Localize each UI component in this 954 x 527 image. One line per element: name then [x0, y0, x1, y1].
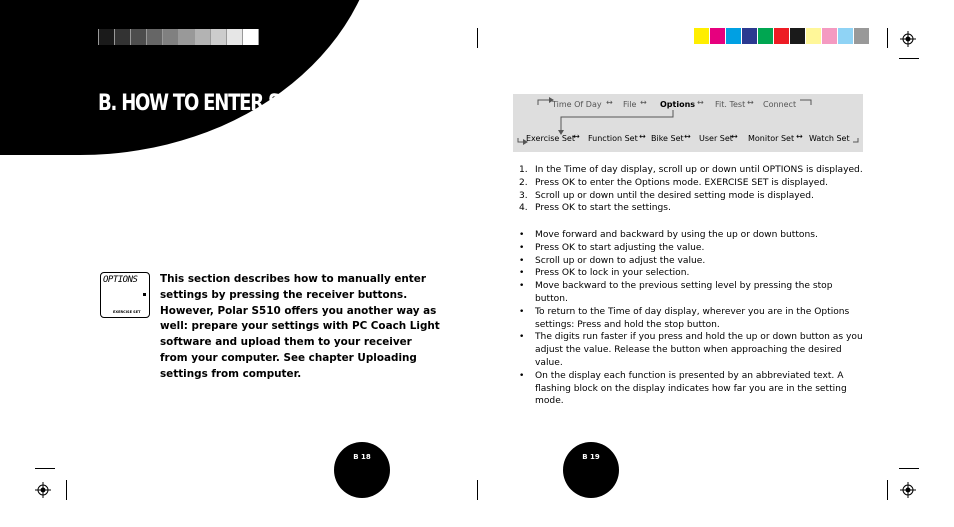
crop-mark [887, 28, 888, 48]
menu-item-function-set: Function Set [588, 134, 638, 143]
list-item: 2. Press OK to enter the Options mode. EXERCISE SET is displayed. [519, 177, 829, 188]
list-item: • The digits run faster if you press and hold the up or down button as you adjust the value. Release the button when approaching the desired value. [519, 332, 863, 368]
page-number-right: B 19 [563, 442, 619, 498]
gray-swatch [163, 29, 179, 45]
color-swatch [774, 28, 789, 44]
crop-mark [66, 28, 67, 48]
gray-swatch [243, 29, 259, 45]
crop-mark [35, 58, 55, 59]
progress-block-icon [143, 293, 146, 308]
menu-item-exercise-set: Exercise Set [526, 134, 575, 143]
gray-swatch [179, 29, 195, 45]
menu-item-connect: Connect [763, 100, 797, 109]
list-item: • Scroll up or down to adjust the value. [519, 255, 706, 266]
gray-swatch [195, 29, 211, 45]
color-swatch [694, 28, 709, 44]
registration-mark-icon [900, 31, 916, 47]
gray-swatch [147, 29, 163, 45]
crop-mark [477, 28, 478, 48]
grayscale-bar [82, 28, 260, 46]
list-item: • Move backward to the previous setting level by pressing the stop button. [519, 281, 833, 304]
page-number-left: B 18 [334, 442, 390, 498]
crop-mark [477, 480, 478, 500]
list-item: • Press OK to lock in your selection. [519, 268, 690, 279]
color-swatch [806, 28, 821, 44]
crop-mark [899, 468, 919, 469]
color-swatch [822, 28, 837, 44]
menu-item-time-of-day: Time Of Day [552, 100, 602, 109]
registration-mark-icon [35, 482, 51, 498]
list-item: 1. In the Time of day display, scroll up or down until OPTIONS is displayed. [519, 165, 863, 175]
list-item: • To return to the Time of day display, wherever you are in the Options settings: Press and hold the stop button. [519, 306, 850, 330]
menu-item-bike-set: Bike Set [651, 134, 684, 143]
color-swatch [838, 28, 853, 44]
crop-mark [887, 480, 888, 500]
menu-item-options: Options [660, 100, 696, 109]
intro-paragraph: This section describes how to manually enter settings by pressing the receiver buttons. However, Polar S510 offers you another way as well: prepare your settings with PC Coach Light software and upload them to your receiver from your computer. See chapter Uploading settings from computer. [160, 273, 440, 380]
gray-swatch [83, 29, 99, 45]
steps-list [519, 164, 864, 215]
menu-item-file: File [623, 100, 637, 109]
menu-item-fit-test: Fit. Test [715, 100, 746, 109]
menu-item-watch-set: Watch Set [809, 134, 850, 143]
gray-swatch [131, 29, 147, 45]
registration-mark-icon [35, 31, 51, 47]
watch-display [100, 272, 150, 318]
list-item: 4. Press OK to start the settings. [519, 203, 671, 214]
crop-mark [899, 58, 919, 59]
crop-mark [66, 480, 67, 500]
tips-list [519, 229, 864, 408]
gray-swatch [99, 29, 115, 45]
menu-item-monitor-set: Monitor Set [748, 134, 795, 143]
list-item: 3. Scroll up or down until the desired setting mode is displayed. [519, 190, 814, 201]
gray-swatch [115, 29, 131, 45]
color-swatch [710, 28, 725, 44]
color-swatch [726, 28, 741, 44]
list-item: • Press OK to start adjusting the value. [519, 242, 705, 253]
title-background [0, 0, 380, 155]
menu-diagram: Time Of Day ↔ File ↔ Options ↔ Fit. Test ↔ Connect Exercise Set ↔ Function Set ↔ Bike Set ↔ User Set ↔ Monitor Set ↔ Watch Set [513, 94, 863, 152]
watch-display-subtext: EXERCISE SET [113, 310, 141, 314]
color-swatch [790, 28, 805, 44]
list-item: • Move forward and backward by using the up or down buttons. [519, 230, 818, 240]
watch-display-text: OPTIONS [103, 275, 138, 285]
color-swatch [854, 28, 869, 44]
gray-swatch [227, 29, 243, 45]
color-swatch [758, 28, 773, 44]
crop-mark [35, 468, 55, 469]
registration-mark-icon [900, 482, 916, 498]
list-item: • On the display each function is presented by an abbreviated text. A flashing block on the display indicates how far you are in the setting mode. [519, 370, 847, 407]
color-calibration-bar [694, 28, 870, 44]
menu-item-user-set: User Set [699, 134, 733, 143]
gray-swatch [211, 29, 227, 45]
color-swatch [742, 28, 757, 44]
page-title: B. HOW TO ENTER SETTINGS [98, 91, 359, 116]
